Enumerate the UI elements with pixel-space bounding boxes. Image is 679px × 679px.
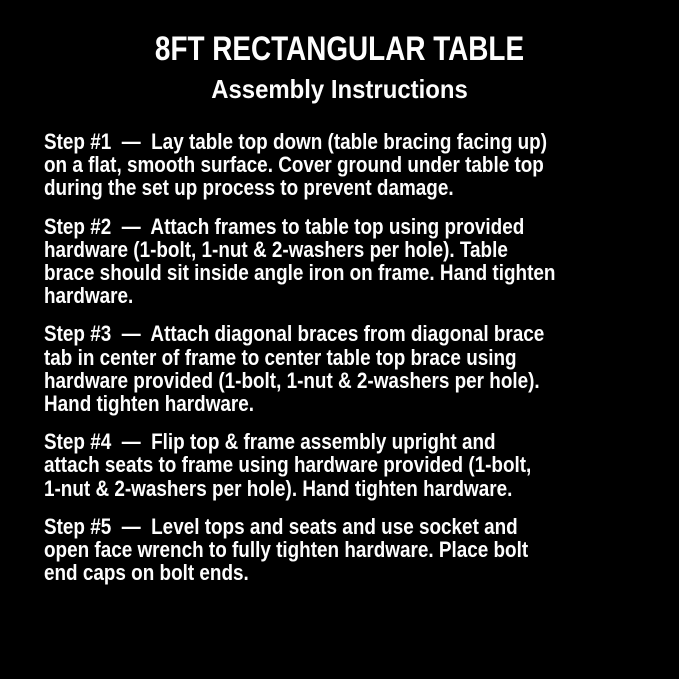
step-line: hardware. <box>44 283 134 309</box>
step-line: Step #2 — Attach frames to table top using provided <box>44 213 525 239</box>
step-line: 1-nut & 2-washers per hole). Hand tighten hardware. <box>44 475 513 501</box>
step-line: open face wrench to fully tighten hardware. Place bolt <box>44 537 529 563</box>
step-line: end caps on bolt ends. <box>44 560 249 586</box>
step-line: Hand tighten hardware. <box>44 391 255 417</box>
page-subtitle: Assembly Instructions <box>211 74 468 104</box>
step-line: Step #4 — Flip top & frame assembly upright and <box>44 429 496 455</box>
step-line: brace should sit inside angle iron on frame. Hand tighten <box>44 260 556 286</box>
header <box>0 0 679 104</box>
step-line: Step #5 — Level tops and seats and use socket and <box>44 513 518 539</box>
step-line: on a flat, smooth surface. Cover ground under table top <box>44 152 544 178</box>
step-paragraph-3 <box>44 322 569 415</box>
step-paragraph-4 <box>44 430 569 500</box>
step-line: Step #3 — Attach diagonal braces from diagonal brace <box>44 321 545 347</box>
step-paragraph-1 <box>44 130 569 200</box>
step-paragraph-5 <box>44 515 569 585</box>
step-line: tab in center of frame to center table top brace using <box>44 344 517 370</box>
step-line: hardware provided (1-bolt, 1-nut & 2-washers per hole). <box>44 367 540 393</box>
step-line: hardware (1-bolt, 1-nut & 2-washers per hole). Table <box>44 236 508 262</box>
step-line: during the set up process to prevent damage. <box>44 175 454 201</box>
step-line: Step #1 — Lay table top down (table bracing facing up) <box>44 129 548 154</box>
step-line: attach seats to frame using hardware provided (1-bolt, <box>44 452 532 478</box>
page-title: 8FT RECTANGULAR TABLE <box>154 30 525 68</box>
step-paragraph-2 <box>44 215 569 308</box>
assembly-steps <box>0 130 679 584</box>
